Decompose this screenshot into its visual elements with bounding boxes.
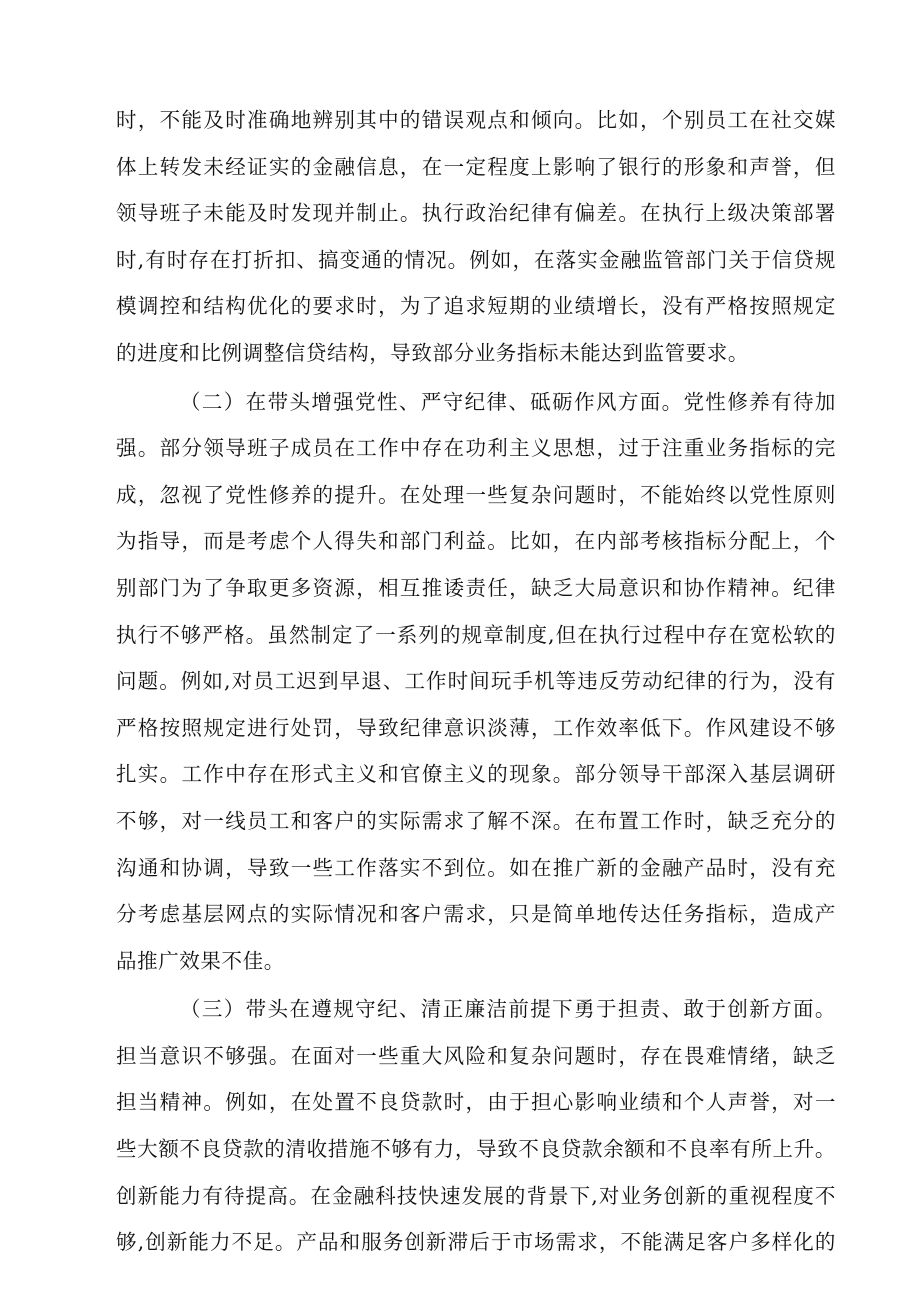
text-line: 沟通和协调，导致一些工作落实不到位。如在推广新的金融产品时，没有充	[116, 855, 836, 880]
text-line: 别部门为了争取更多资源，相互推诿责任，缺乏大局意识和协作精神。纪律	[116, 575, 836, 600]
text-line: 创新能力有待提高。在金融科技快速发展的背景下,对业务创新的重视程度不	[116, 1183, 836, 1208]
text-line: 强。部分领导班子成员在工作中存在功利主义思想，过于注重业务指标的完	[116, 436, 836, 461]
section-heading-line: （三）带头在遵规守纪、清正廉洁前提下勇于担责、敢于创新方面。	[180, 997, 836, 1022]
text-line: 够,创新能力不足。产品和服务创新滞后于市场需求，不能满足客户多样化的	[116, 1230, 836, 1255]
text-line: 分考虑基层网点的实际情况和客户需求，只是简单地传达任务指标，造成产	[116, 902, 836, 927]
text-line: 为指导，而是考虑个人得失和部门利益。比如，在内部考核指标分配上，个	[116, 529, 836, 554]
paragraph-1	[116, 97, 836, 377]
paragraph-2	[116, 379, 836, 985]
text-line: 担当意识不够强。在面对一些重大风险和复杂问题时，存在畏难情绪，缺乏	[116, 1043, 836, 1068]
text-line: 成，忽视了党性修养的提升。在处理一些复杂问题时，不能始终以党性原则	[116, 482, 836, 507]
text-line: 体上转发未经证实的金融信息，在一定程度上影响了银行的形象和声誉，但	[116, 154, 836, 179]
text-line: 问题。例如,对员工迟到早退、工作时间玩手机等违反劳动纪律的行为，没有	[116, 669, 836, 694]
text-line: 执行不够严格。虽然制定了一系列的规章制度,但在执行过程中存在宽松软的	[116, 622, 836, 647]
text-line: 时，不能及时准确地辨别其中的错误观点和倾向。比如，个别员工在社交媒	[116, 108, 836, 132]
text-line: 时,有时存在打折扣、搞变通的情况。例如，在落实金融监管部门关于信贷规	[116, 247, 836, 272]
section-heading-line: （二）在带头增强党性、严守纪律、砥砺作风方面。党性修养有待加	[180, 389, 836, 414]
text-line: 模调控和结构优化的要求时，为了追求短期的业绩增长，没有严格按照规定	[116, 294, 836, 319]
text-line: 担当精神。例如，在处置不良贷款时，由于担心影响业绩和个人声誉，对一	[116, 1090, 836, 1115]
text-line: 严格按照规定进行处罚，导致纪律意识淡薄，工作效率低下。作风建设不够	[116, 715, 836, 740]
text-line: 品推广效果不佳。	[116, 948, 285, 973]
text-line: 领导班子未能及时发现并制止。执行政治纪律有偏差。在执行上级决策部署	[116, 201, 836, 226]
document-body	[116, 97, 836, 1266]
text-line: 不够，对一线员工和客户的实际需求了解不深。在布置工作时，缺乏充分的	[116, 808, 836, 833]
text-line: 扎实。工作中存在形式主义和官僚主义的现象。部分领导干部深入基层调研	[116, 762, 836, 787]
text-line: 些大额不良贷款的清收措施不够有力，导致不良贷款余额和不良率有所上升。	[116, 1137, 836, 1162]
paragraph-3	[116, 986, 836, 1266]
text-line: 的进度和比例调整信贷结构，导致部分业务指标未能达到监管要求。	[116, 340, 749, 365]
